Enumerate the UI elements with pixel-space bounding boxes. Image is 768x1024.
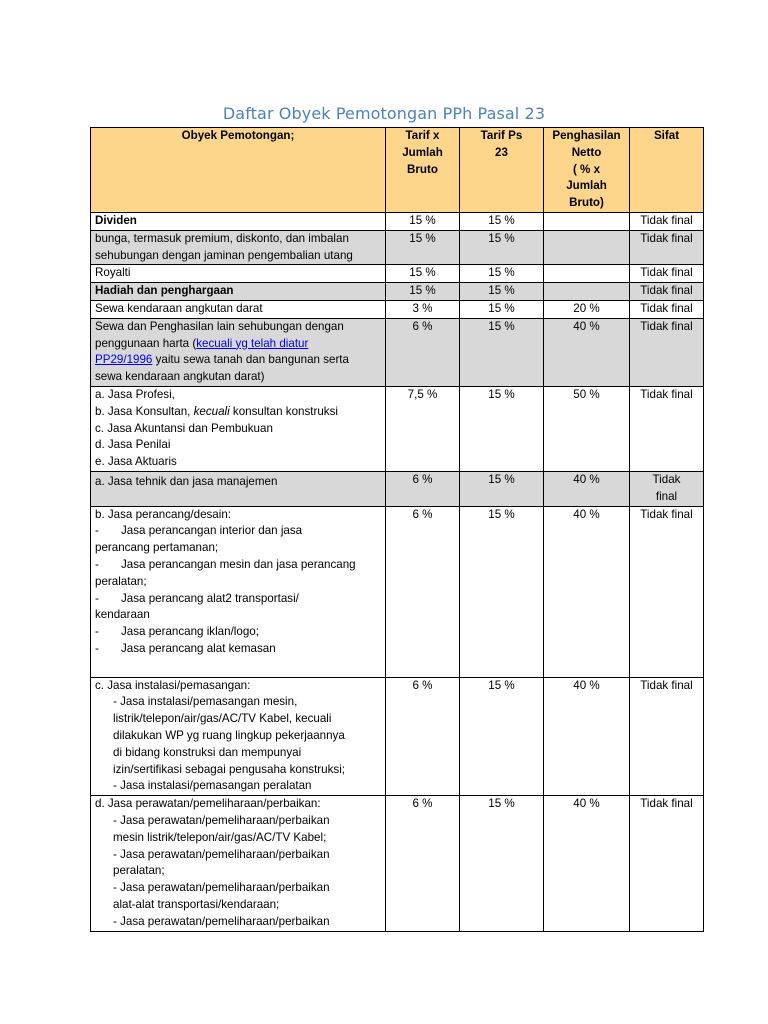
row-jasa-tehnik-obyek: a. Jasa tehnik dan jasa manajemen xyxy=(91,471,386,506)
row-sewa-harta-obyek: Sewa dan Penghasilan lain sehubungan dengan penggunaan harta (kecuali yg telah diatur PP29/1996 yaitu sewa tanah dan bangunan serta sewa kendaraan angkutan darat) xyxy=(91,318,386,386)
pph23-table xyxy=(90,127,704,932)
row-sewa-kendaraan-obyek: Sewa kendaraan angkutan darat xyxy=(91,300,386,318)
table-row: Sewa kendaraan angkutan darat 3 % 15 % 20 % Tidak final xyxy=(91,300,704,318)
row-jasa-instalasi-obyek: c. Jasa instalasi/pemasangan: - Jasa instalasi/pemasangan mesin, listrik/telepon/air/gas/AC/TV Kabel, kecuali dilakukan WP yg ruang lingkup pekerjaannya di bidang konstruksi dan mempunyai izin/sertifikasi sebagai pengusaha konstruksi; - Jasa instalasi/pemasangan peralatan xyxy=(91,677,386,796)
header-sifat: Sifat xyxy=(630,128,704,213)
table-row: d. Jasa perawatan/pemeliharaan/perbaikan: - Jasa perawatan/pemeliharaan/perbaikan mesin listrik/telepon/air/gas/AC/TV Kabel; - Jasa perawatan/pemeliharaan/perbaikan peralatan; - Jasa perawatan/pemeliharaan/perbaikan alat-alat transportasi/kendaraan; - Jasa perawatan/pemeliharaan/perbaikan 6 % 15 % 40 % Tidak final xyxy=(91,796,704,931)
row-jasa-profesi-obyek: a. Jasa Profesi, b. Jasa Konsultan, kecuali konsultan konstruksi c. Jasa Akuntansi dan Pembukuan d. Jasa Penilai e. Jasa Aktuaris xyxy=(91,386,386,471)
table-row: a. Jasa Profesi, b. Jasa Konsultan, kecuali konsultan konstruksi c. Jasa Akuntansi dan Pembukuan d. Jasa Penilai e. Jasa Aktuaris 7,5 % 15 % 50 % Tidak final xyxy=(91,386,704,471)
page-title: Daftar Obyek Pemotongan PPh Pasal 23 xyxy=(222,104,546,123)
row-dividen-obyek: Dividen xyxy=(91,213,386,231)
row-royalti-obyek: Royalti xyxy=(91,265,386,283)
header-tarif-ps: Tarif Ps 23 xyxy=(460,128,544,213)
header-tarif-bruto: Tarif x Jumlah Bruto xyxy=(386,128,460,213)
table-row: Dividen 15 % 15 % Tidak final xyxy=(91,213,704,231)
pp-exception-link[interactable]: kecuali yg telah diatur xyxy=(196,336,309,350)
row-hadiah-obyek: Hadiah dan penghargaan xyxy=(91,283,386,301)
table-row: Sewa dan Penghasilan lain sehubungan dengan penggunaan harta (kecuali yg telah diatur PP29/1996 yaitu sewa tanah dan bangunan serta sewa kendaraan angkutan darat) 6 % 15 % 40 % Tidak final xyxy=(91,318,704,386)
table-row: b. Jasa perancang/desain: - Jasa perancangan interior dan jasa perancang pertamanan; - Jasa perancangan mesin dan jasa perancang peralatan; - Jasa perancang alat2 transportasi/ kendaraan - Jasa perancang iklan/logo; - Jasa perancang alat kemasan 6 % 15 % 40 % Tidak final xyxy=(91,506,704,677)
row-jasa-perancang-obyek: b. Jasa perancang/desain: - Jasa perancangan interior dan jasa perancang pertamanan; - Jasa perancangan mesin dan jasa perancang peralatan; - Jasa perancang alat2 transportasi/ kendaraan - Jasa perancang iklan/logo; - Jasa perancang alat kemasan xyxy=(91,506,386,677)
table-row: c. Jasa instalasi/pemasangan: - Jasa instalasi/pemasangan mesin, listrik/telepon/air/gas/AC/TV Kabel, kecuali dilakukan WP yg ruang lingkup pekerjaannya di bidang konstruksi dan mempunyai izin/sertifikasi sebagai pengusaha konstruksi; - Jasa instalasi/pemasangan peralatan 6 % 15 % 40 % Tidak final xyxy=(91,677,704,796)
row-bunga-obyek: bunga, termasuk premium, diskonto, dan imbalan sehubungan dengan jaminan pengembalian utang xyxy=(91,230,386,265)
header-netto: Penghasilan Netto ( % x Jumlah Bruto) xyxy=(544,128,630,213)
pp29-1996-link[interactable]: PP29/1996 xyxy=(95,353,153,367)
table-header-row xyxy=(91,128,704,213)
table-row: Hadiah dan penghargaan 15 % 15 % Tidak final xyxy=(91,283,704,301)
header-obyek: Obyek Pemotongan; xyxy=(91,128,386,213)
row-jasa-perawatan-obyek: d. Jasa perawatan/pemeliharaan/perbaikan: - Jasa perawatan/pemeliharaan/perbaikan mesin listrik/telepon/air/gas/AC/TV Kabel; - Jasa perawatan/pemeliharaan/perbaikan peralatan; - Jasa perawatan/pemeliharaan/perbaikan alat-alat transportasi/kendaraan; - Jasa perawatan/pemeliharaan/perbaikan xyxy=(91,796,386,931)
table-row: bunga, termasuk premium, diskonto, dan imbalan sehubungan dengan jaminan pengembalian utang 15 % 15 % Tidak final xyxy=(91,230,704,265)
table-row: a. Jasa tehnik dan jasa manajemen 6 % 15 % 40 % Tidak final xyxy=(91,471,704,506)
table-row: Royalti 15 % 15 % Tidak final xyxy=(91,265,704,283)
